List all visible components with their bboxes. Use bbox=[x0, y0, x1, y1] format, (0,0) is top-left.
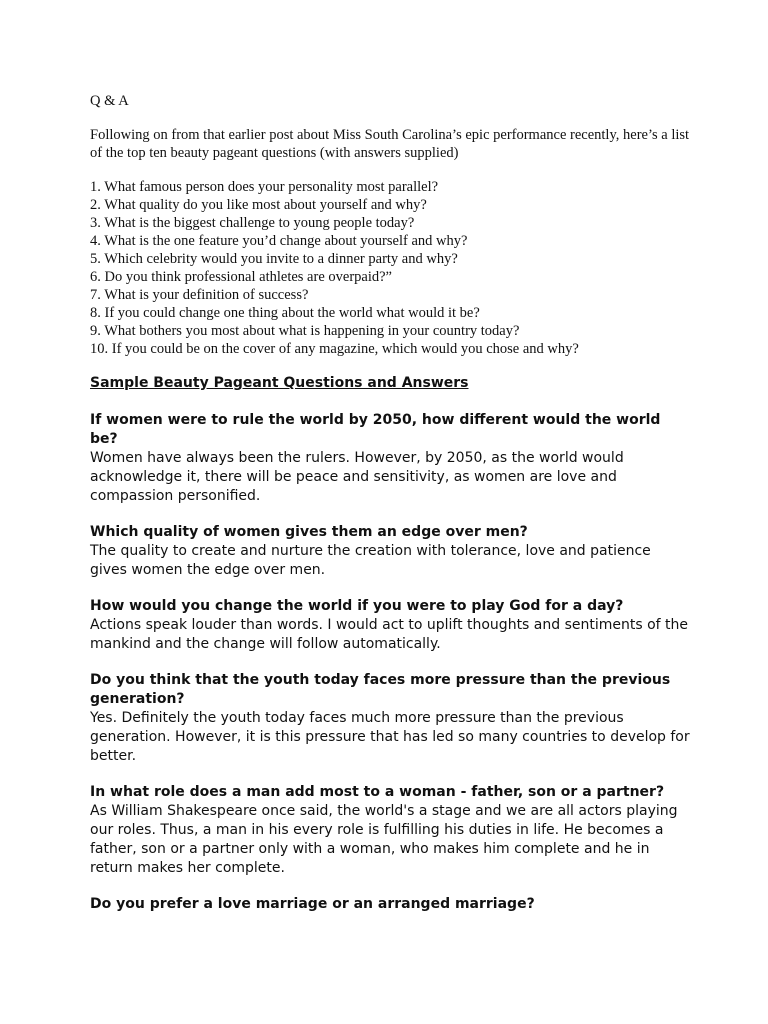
section-heading: Sample Beauty Pageant Questions and Answers bbox=[90, 375, 469, 391]
document-page bbox=[90, 92, 690, 931]
qa-block bbox=[90, 671, 690, 766]
qa-answer: Actions speak louder than words. I would act to uplift thoughts and sentiments of the mankind and the change will follow automatically. bbox=[90, 617, 689, 652]
list-item: 8. If you could change one thing about the world what would it be? bbox=[90, 305, 480, 321]
document-title: Q & A bbox=[90, 93, 129, 109]
qa-block bbox=[90, 895, 690, 914]
list-item: 10. If you could be on the cover of any magazine, which would you chose and why? bbox=[90, 341, 579, 357]
list-item: 7. What is your definition of success? bbox=[90, 287, 309, 303]
list-item: 5. Which celebrity would you invite to a dinner party and why? bbox=[90, 251, 458, 267]
qa-answer: Women have always been the rulers. However, by 2050, as the world would acknowledge it, there will be peace and sensitivity, as women are love and compassion personified. bbox=[90, 450, 624, 504]
intro-paragraph: Following on from that earlier post about Miss South Carolina’s epic performance recently, here’s a list of the top ten beauty pageant questions (with answers supplied) bbox=[90, 127, 690, 161]
qa-answer: The quality to create and nurture the creation with tolerance, love and patience gives women the edge over men. bbox=[90, 543, 651, 578]
top-ten-questions-list bbox=[90, 178, 690, 358]
qa-question: How would you change the world if you were to play God for a day? bbox=[90, 598, 624, 614]
list-item: 1. What famous person does your personality most parallel? bbox=[90, 179, 439, 195]
qa-answer: Yes. Definitely the youth today faces much more pressure than the previous generation. However, it is this pressure that has led so many countries to develop for better. bbox=[90, 710, 690, 764]
qa-answer: As William Shakespeare once said, the world's a stage and we are all actors playing our roles. Thus, a man in his every role is fulfilling his duties in life. He becomes a father, son or a partner only with a woman, who makes him complete and he in return makes her complete. bbox=[90, 803, 678, 876]
qa-block bbox=[90, 411, 690, 506]
list-item: 2. What quality do you like most about yourself and why? bbox=[90, 197, 427, 213]
qa-question: Do you prefer a love marriage or an arranged marriage? bbox=[90, 896, 535, 912]
list-item: 3. What is the biggest challenge to young people today? bbox=[90, 215, 415, 231]
qa-question: In what role does a man add most to a woman - father, son or a partner? bbox=[90, 784, 665, 800]
list-item: 9. What bothers you most about what is happening in your country today? bbox=[90, 323, 520, 339]
qa-block bbox=[90, 523, 690, 580]
qa-block bbox=[90, 783, 690, 878]
qa-question: Do you think that the youth today faces more pressure than the previous generation? bbox=[90, 672, 671, 707]
list-item: 4. What is the one feature you’d change about yourself and why? bbox=[90, 233, 468, 249]
qa-block bbox=[90, 597, 690, 654]
qa-question: Which quality of women gives them an edge over men? bbox=[90, 524, 528, 540]
list-item: 6. Do you think professional athletes are overpaid?” bbox=[90, 269, 392, 285]
qa-question: If women were to rule the world by 2050, how different would the world be? bbox=[90, 412, 661, 447]
